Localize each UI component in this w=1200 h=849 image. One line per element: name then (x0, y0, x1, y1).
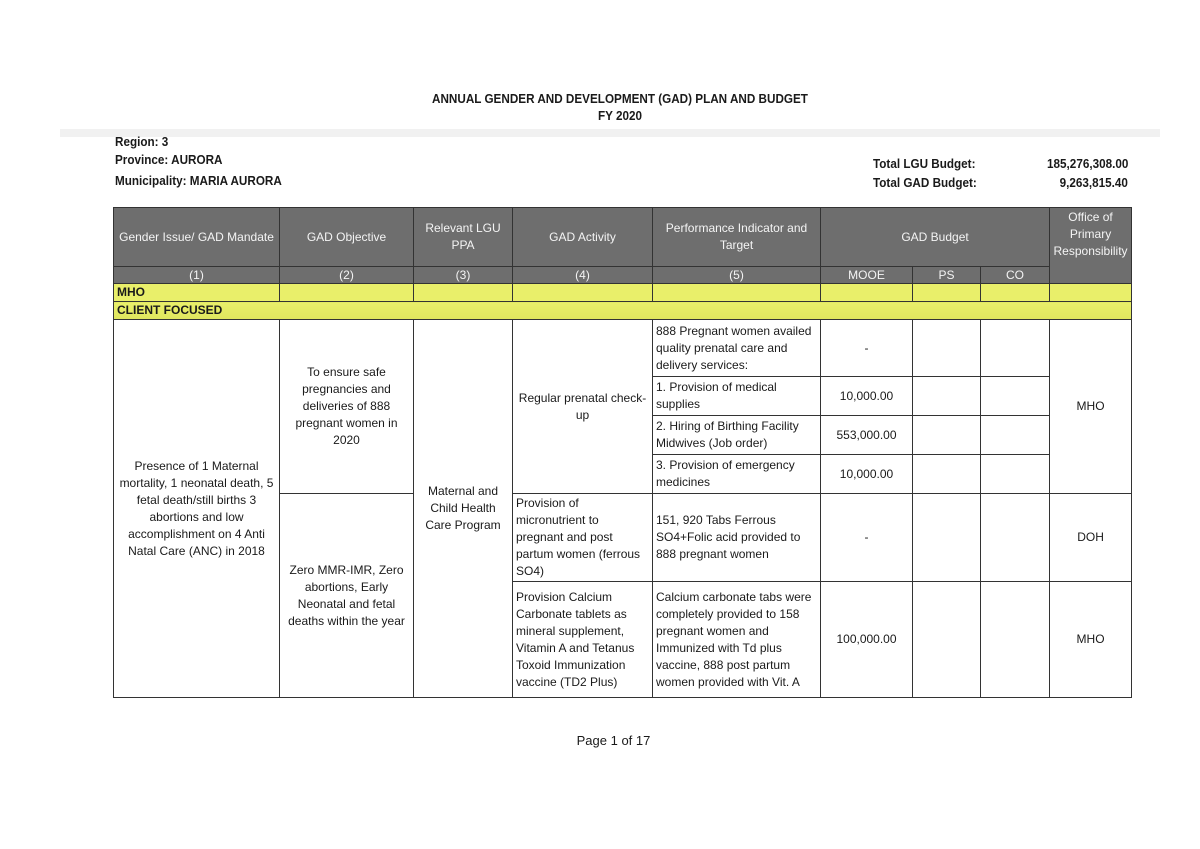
table-row (114, 320, 1132, 377)
table-number-row (114, 267, 1132, 284)
mooe-cell-2: 10,000.00 (821, 377, 913, 416)
mooe-cell-1: - (821, 320, 913, 377)
title-line-1: ANNUAL GENDER AND DEVELOPMENT (GAD) PLAN AND BUDGET (432, 91, 808, 106)
scan-artifact (60, 129, 1160, 137)
table-header-row (114, 208, 1132, 267)
total-lgu-budget-value: 185,276,308.00 (1046, 156, 1128, 171)
province-label: Province: AURORA (115, 152, 223, 167)
col-ps: PS (913, 267, 981, 284)
header-gad-activity: GAD Activity (513, 208, 653, 267)
header-gender-issue: Gender Issue/ GAD Mandate (114, 208, 280, 267)
activity-cell-1: Regular prenatal check-up (513, 320, 653, 494)
header-office: Office of Primary Responsibility (1050, 208, 1132, 284)
total-lgu-budget-label: Total LGU Budget: (873, 156, 976, 171)
mooe-cell-5: - (821, 494, 913, 582)
col-number-4: (4) (513, 267, 653, 284)
col-number-5: (5) (653, 267, 821, 284)
ppa-cell: Maternal and Child Health Care Program (414, 320, 513, 698)
mooe-cell-3: 553,000.00 (821, 416, 913, 455)
mooe-cell-4: 10,000.00 (821, 455, 913, 494)
mooe-cell-6: 100,000.00 (821, 582, 913, 698)
gender-issue-cell: Presence of 1 Maternal mortality, 1 neonatal death, 5 fetal death/still births 3 abortions and low accomplishment on 4 Anti Natal Care (ANC) in 2018 (114, 320, 280, 698)
header-gad-budget: GAD Budget (821, 208, 1050, 267)
col-number-2: (2) (280, 267, 414, 284)
col-mooe: MOOE (821, 267, 913, 284)
header-gad-objective: GAD Objective (280, 208, 414, 267)
office-cell-3: MHO (1050, 582, 1132, 698)
gad-plan-table (113, 207, 1132, 698)
activity-cell-2: Provision of micronutrient to pregnant and post partum women (ferrous SO4) (513, 494, 653, 582)
indicator-cell-1: 888 Pregnant women availed quality prenatal care and delivery services: (653, 320, 821, 377)
section-row-client-focused (114, 302, 1132, 320)
col-number-3: (3) (414, 267, 513, 284)
indicator-cell-3: 2. Hiring of Birthing Facility Midwives (Job order) (653, 416, 821, 455)
municipality-label: Municipality: MARIA AURORA (115, 173, 282, 188)
activity-cell-3: Provision Calcium Carbonate tablets as mineral supplement, Vitamin A and Tetanus Toxoid Immunization vaccine (TD2 Plus) (513, 582, 653, 698)
indicator-cell-4: 3. Provision of emergency medicines (653, 455, 821, 494)
col-number-1: (1) (114, 267, 280, 284)
office-cell-1: MHO (1050, 320, 1132, 494)
indicator-cell-5: 151, 920 Tabs Ferrous SO4+Folic acid provided to 888 pregnant women (653, 494, 821, 582)
header-performance-indicator: Performance Indicator and Target (653, 208, 821, 267)
total-gad-budget-label: Total GAD Budget: (873, 175, 977, 190)
office-cell-2: DOH (1050, 494, 1132, 582)
objective-cell-1: To ensure safe pregnancies and deliveries of 888 pregnant women in 2020 (280, 320, 414, 494)
header-relevant-ppa: Relevant LGU PPA (414, 208, 513, 267)
indicator-cell-2: 1. Provision of medical supplies (653, 377, 821, 416)
title-line-2: FY 2020 (597, 108, 643, 123)
section-row-mho (114, 284, 1132, 302)
document-title (62, 90, 1178, 124)
region-label: Region: 3 (115, 134, 169, 149)
page-number: Page 1 of 17 (576, 733, 651, 748)
indicator-cell-6: Calcium carbonate tabs were completely provided to 158 pregnant women and Immunized with Td plus vaccine, 888 post partum women provided with Vit. A (653, 582, 821, 698)
section-client-focused-label: CLIENT FOCUSED (114, 302, 1132, 320)
section-mho-label: MHO (114, 284, 280, 302)
col-co: CO (981, 267, 1050, 284)
objective-cell-2: Zero MMR-IMR, Zero abortions, Early Neonatal and fetal deaths within the year (280, 494, 414, 698)
total-gad-budget-value: 9,263,815.40 (1059, 175, 1128, 190)
